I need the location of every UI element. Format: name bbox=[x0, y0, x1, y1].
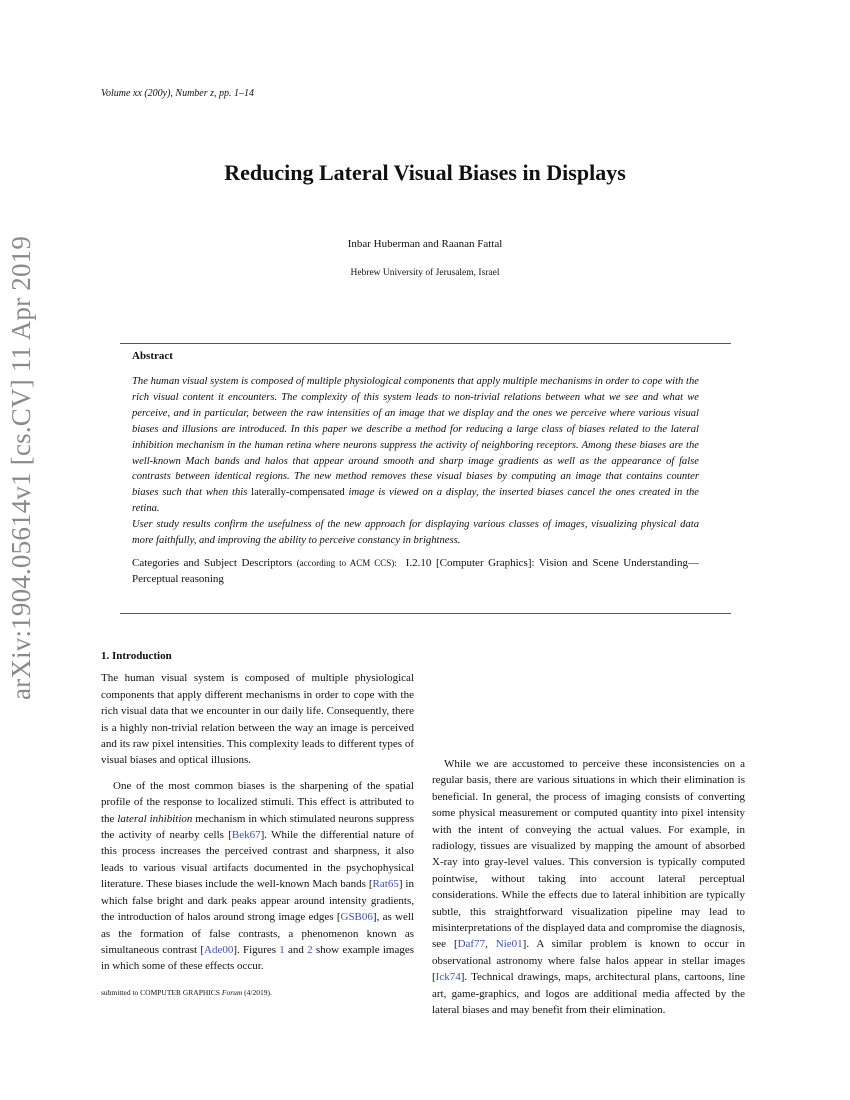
citation-link[interactable]: Ick74 bbox=[435, 971, 461, 984]
abstract-term-laterally-compensated: laterally-compensated bbox=[251, 487, 345, 499]
citation-link[interactable]: Daf77 bbox=[457, 938, 486, 951]
intro-paragraph-2 bbox=[101, 778, 414, 975]
section-heading-introduction: 1. Introduction bbox=[101, 650, 172, 662]
text: mechanism in which stimulated neurons suppress the activity of nearby cells [ bbox=[101, 812, 414, 842]
text: show example images in which some of these effects occur. bbox=[101, 943, 414, 973]
abstract-bottom-rule bbox=[120, 613, 731, 614]
citation-link[interactable]: Rat65 bbox=[372, 878, 399, 891]
abstract-text: The human visual system is composed of multiple physiological components that apply multiple mechanisms in order to cope with the rich visual content it encounters. The complexity of this system leads to non-trivial relations between what we see and what we perceive, and in particular, between the raw intensities of an image that we display and the ones we perceive where various visual biases and illusions are introduced. In this paper we describe a method for reducing a large class of biases related to the lateral inhibition mechanism in the human retina where neurons suppress the activity of neighboring receptors. Among these biases are the well-known Mach bands and halos that appear around smooth and sharp image gradients as well as the appearance of false contrasts between identical regions. The new method removes these visual biases by computing an image that contains counter biases such that when this bbox=[132, 376, 699, 499]
abstract-top-rule bbox=[120, 343, 731, 344]
text: ]. Technical drawings, maps, architectural plans, cartoons, line art, game-graphics, and logos are additional media affected by the lateral biases and may benefit from their elimination. bbox=[432, 971, 745, 1017]
footer-forum: Forum bbox=[221, 988, 243, 997]
figure-link[interactable]: 1 bbox=[279, 943, 285, 956]
affiliation: Hebrew University of Jerusalem, Israel bbox=[350, 268, 500, 278]
authors: Inbar Huberman and Raanan Fattal bbox=[347, 238, 503, 250]
footer bbox=[101, 988, 272, 997]
text: and bbox=[284, 943, 308, 956]
text: ], as well as the formation of false contrasts, a phenomenon known as simultaneous contrast [ bbox=[101, 911, 414, 956]
ccs-value: I.2.10 [Computer Graphics]: Vision and Scene Understanding—Perceptual reasoning bbox=[132, 556, 699, 585]
ccs-note: (according to ACM CCS): bbox=[296, 557, 397, 568]
footer-text: submitted to COMPUTER GRAPHICS bbox=[101, 988, 222, 997]
abstract-heading: Abstract bbox=[132, 350, 173, 362]
footer-text: (4/2019). bbox=[242, 988, 272, 997]
term-lateral-inhibition: lateral inhibition bbox=[117, 812, 193, 825]
citation-link[interactable]: Bek67 bbox=[231, 829, 261, 842]
abstract-text: image is viewed on a display, the inserted biases cancel the ones created in the retina. bbox=[132, 487, 700, 515]
text: ]. Figures bbox=[233, 943, 280, 956]
citation-link[interactable]: Ade00 bbox=[204, 943, 234, 956]
citation-link[interactable]: Nie01 bbox=[495, 938, 523, 951]
text: ]. A similar problem is known to occur in observational astronomy where false halos appear in stellar images [ bbox=[432, 938, 745, 984]
right-column bbox=[432, 756, 745, 1019]
paper-title: Reducing Lateral Visual Biases in Displays bbox=[224, 160, 626, 185]
running-head: Volume xx (200y), Number z, pp. 1–14 bbox=[101, 88, 255, 99]
text: One of the most common biases is the sharpening of the spatial profile of the response to localized stimuli. This effect is attributed to the bbox=[101, 779, 414, 825]
ccs-label: Categories and Subject Descriptors bbox=[132, 556, 293, 569]
text: While we are accustomed to perceive these inconsistencies on a regular basis, there are various situations in which their elimination is beneficial. In general, the process of imaging consists of converting some physical measurement or computed quantity into pixel intensity with the intent of conveying the actual values. For example, in radiology, tissues are visualized by mapping the amount of absorbed X-ray into gray-level values. This conversion is typically computed pointwise, without taking into account lateral perceptual considerations. While the effects due to lateral inhibition are typically subtle, this straightforward visualization pipeline may lead to misinterpretations of the displayed data and compromise the diagnosis, see [ bbox=[432, 758, 745, 951]
text: , bbox=[485, 938, 496, 951]
citation-link[interactable]: GSB06 bbox=[340, 911, 373, 924]
arxiv-stamp: arXiv:1904.05614v1 [cs.CV] 11 Apr 2019 bbox=[6, 235, 36, 700]
ccs-descriptors bbox=[132, 555, 699, 587]
intro-paragraph-3 bbox=[432, 756, 745, 1019]
abstract-block bbox=[132, 350, 699, 587]
abstract-paragraph-2: User study results confirm the usefulness of the new approach for displaying various classes of images, visualizing physical data more faithfully, and improving the ability to perceive constancy in brightness. bbox=[132, 519, 699, 547]
text: ]. While the differential nature of this process increases the perceived contrast and sharpness, it also leads to various visual artifacts documented in the psychophysical literature. These biases include the well-known Mach bands [ bbox=[101, 829, 415, 891]
left-column bbox=[101, 648, 414, 975]
intro-paragraph-1: The human visual system is composed of multiple physiological components that apply different mechanisms in order to cope with the rich visual data that we encounter in our daily life. Consequently, there is a highly non-trivial relation between the way an image is perceived and its raw pixel intensities. This complexity leads to different types of visual biases and optical illusions. bbox=[101, 672, 414, 767]
text: ] in which false bright and dark peaks appear around intensity gradients, the introduction of halos around strong image edges [ bbox=[101, 878, 414, 924]
abstract-paragraph-1 bbox=[132, 374, 699, 517]
figure-link[interactable]: 2 bbox=[307, 943, 313, 956]
